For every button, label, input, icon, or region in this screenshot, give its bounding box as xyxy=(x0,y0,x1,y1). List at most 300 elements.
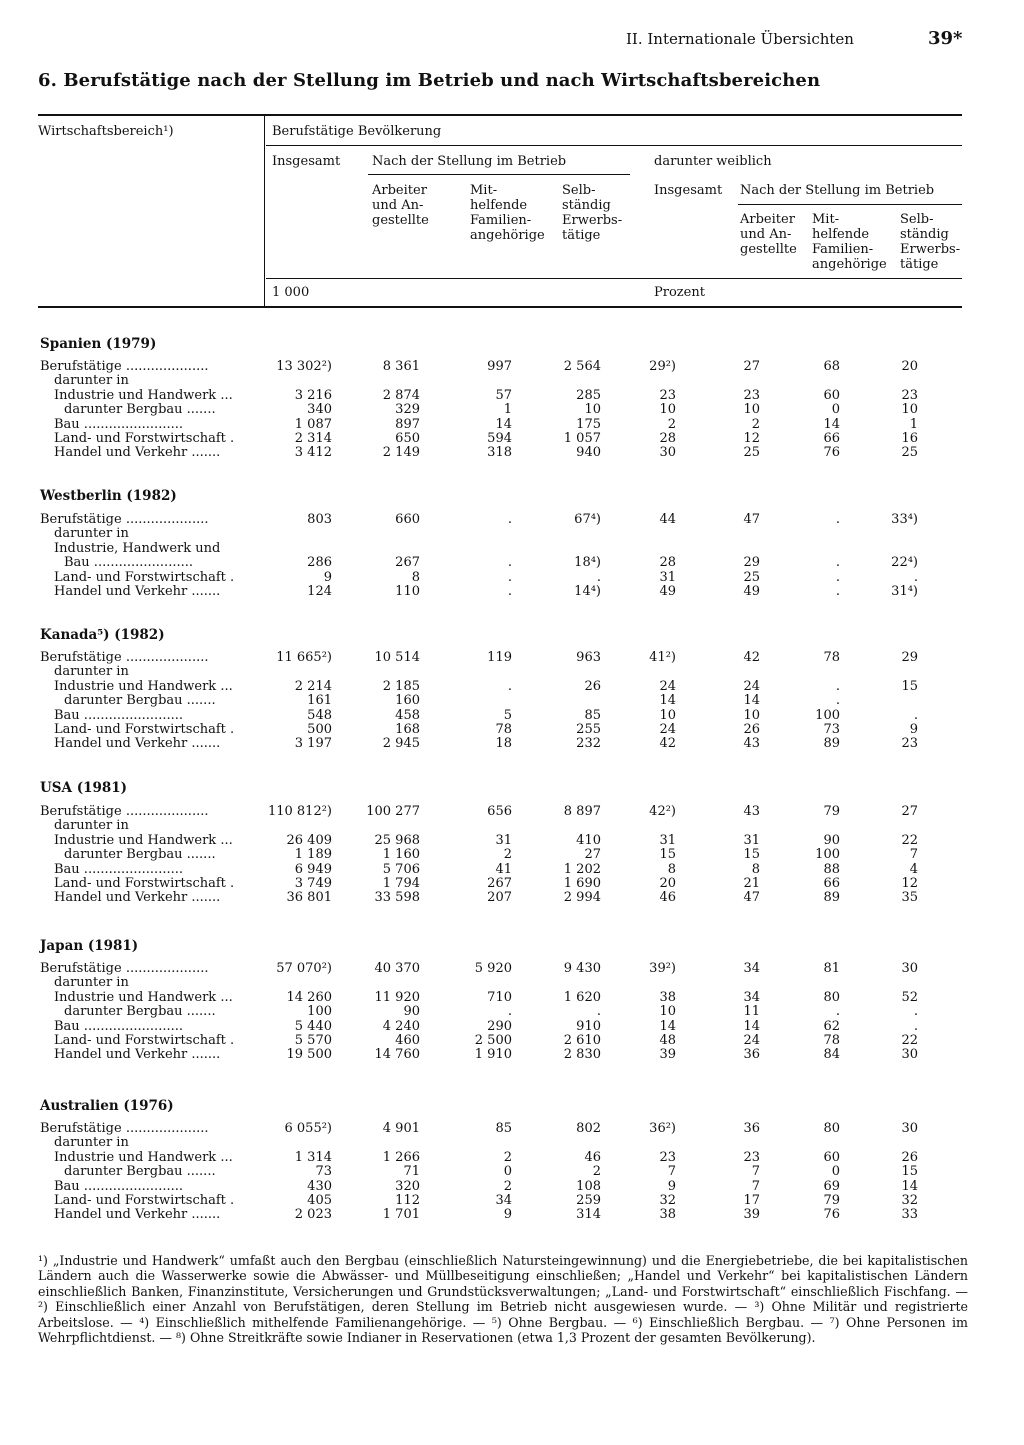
row-label: darunter in xyxy=(54,374,129,389)
row-label: Industrie und Handwerk ... xyxy=(54,679,233,694)
cell-value: 26 xyxy=(584,678,601,694)
cell-value: 62 xyxy=(823,1018,840,1034)
cell-value: 46 xyxy=(659,890,676,906)
cell-value: 7 xyxy=(751,1164,760,1180)
cell-value: 39 xyxy=(743,1207,760,1223)
cell-value: 27 xyxy=(584,847,601,863)
cell-value: 36 801 xyxy=(286,890,332,906)
cell-value: 89 xyxy=(823,890,840,906)
table-row xyxy=(0,863,1024,877)
cell-value: 2 945 xyxy=(382,736,420,752)
cell-value: 28 xyxy=(659,431,676,446)
rule-colhead-bottom xyxy=(266,278,962,279)
cell-value: 36 xyxy=(743,1047,760,1063)
cell-value: 1 690 xyxy=(563,876,601,891)
cell-value: 5 440 xyxy=(294,1018,332,1034)
cell-value: 8 xyxy=(667,861,676,877)
cell-value: 4 xyxy=(909,861,918,877)
cell-value: 0 xyxy=(831,1164,840,1180)
cell-value: 3 197 xyxy=(294,736,332,752)
cell-value: 11 920 xyxy=(374,989,420,1005)
cell-value: 18 xyxy=(495,736,512,752)
row-label: Bau ........................ xyxy=(64,556,193,571)
rule-header-bottom xyxy=(38,306,962,308)
cell-value: 76 xyxy=(823,445,840,461)
cell-value: 5 920 xyxy=(474,961,512,976)
table-row xyxy=(0,834,1024,848)
cell-value: 27 xyxy=(743,359,760,374)
cell-value: 25 xyxy=(743,445,760,461)
cell-value: 80 xyxy=(823,1121,840,1136)
cell-value: 23 xyxy=(659,1149,676,1165)
cell-value: 7 xyxy=(667,1164,676,1180)
cell-value: 80 xyxy=(823,989,840,1005)
cell-value: 78 xyxy=(823,1033,840,1048)
row-label: Handel und Verkehr ....... xyxy=(54,737,221,752)
cell-value: 802 xyxy=(576,1121,601,1136)
table-row xyxy=(0,432,1024,446)
cell-value: 23 xyxy=(901,736,918,752)
cell-value: 4 240 xyxy=(382,1018,420,1034)
table-row xyxy=(0,1034,1024,1048)
row-label: darunter Bergbau ....... xyxy=(64,1005,216,1020)
cell-value: 10 xyxy=(659,402,676,418)
table-row xyxy=(0,991,1024,1005)
cell-value: 7 xyxy=(751,1178,760,1194)
cell-value: 34 xyxy=(743,961,760,976)
cell-value: 660 xyxy=(395,512,420,527)
cell-value: 23 xyxy=(901,387,918,403)
cell-value: 20 xyxy=(901,359,918,374)
cell-value: 42²) xyxy=(649,804,676,819)
table-row xyxy=(0,891,1024,905)
cell-value: 24 xyxy=(743,678,760,694)
cell-value: 430 xyxy=(307,1178,332,1194)
cell-value: 1 266 xyxy=(382,1149,420,1165)
cell-value: 594 xyxy=(487,431,512,446)
cell-value: 2 214 xyxy=(294,678,332,694)
page-number: 39* xyxy=(928,28,963,49)
cell-value: 85 xyxy=(495,1121,512,1136)
cell-value: 32 xyxy=(659,1193,676,1208)
col-female-self: Selb- ständig Erwerbs- tätige xyxy=(900,212,961,272)
col-female-family: Mit- helfende Familien- angehörige xyxy=(812,212,887,272)
cell-value: 2 xyxy=(503,1178,512,1194)
unit-percent: Prozent xyxy=(654,285,705,300)
cell-value: 320 xyxy=(395,1178,420,1194)
row-label: darunter Bergbau ....... xyxy=(64,1165,216,1180)
cell-value: 6 949 xyxy=(294,861,332,877)
cell-value: 14 xyxy=(659,1018,676,1034)
cell-value: . xyxy=(507,584,512,599)
row-label: Bau ........................ xyxy=(54,862,183,877)
row-label: Land- und Forstwirtschaft . xyxy=(54,570,235,585)
cell-value: 5 570 xyxy=(294,1033,332,1048)
row-label: darunter in xyxy=(54,819,129,834)
cell-value: 25 xyxy=(743,569,760,585)
cell-value: 12 xyxy=(743,431,760,446)
cell-value: 1 620 xyxy=(563,989,601,1005)
cell-value: 34 xyxy=(743,989,760,1005)
cell-value: 16 xyxy=(901,431,918,446)
cell-value: 1 202 xyxy=(563,861,601,877)
cell-value: 29 xyxy=(743,555,760,571)
cell-value: 10 xyxy=(659,707,676,723)
cell-value: 100 xyxy=(815,707,840,723)
row-label: Bau ........................ xyxy=(54,1019,183,1034)
cell-value: 66 xyxy=(823,431,840,446)
cell-value: 1 087 xyxy=(294,416,332,432)
cell-value: 60 xyxy=(823,387,840,403)
table-row xyxy=(0,819,1024,833)
cell-value: 2 xyxy=(503,1149,512,1165)
page-header-section: II. Internationale Übersichten xyxy=(626,30,854,48)
row-label: darunter in xyxy=(54,976,129,991)
table-row xyxy=(0,556,1024,570)
section-title: USA (1981) xyxy=(40,780,128,796)
rule-position xyxy=(368,174,630,175)
cell-value: 73 xyxy=(315,1164,332,1180)
row-label: Land- und Forstwirtschaft . xyxy=(54,1034,235,1048)
row-label: Handel und Verkehr ....... xyxy=(54,1048,221,1063)
cell-value: 15 xyxy=(659,847,676,863)
table-row xyxy=(0,1048,1024,1062)
cell-value: 318 xyxy=(487,445,512,461)
cell-value: 340 xyxy=(307,402,332,418)
col-female: darunter weiblich xyxy=(654,154,772,169)
section-title: Spanien (1979) xyxy=(40,336,157,352)
cell-value: 31 xyxy=(659,832,676,848)
cell-value: 255 xyxy=(576,722,601,737)
cell-value: 9 xyxy=(503,1207,512,1223)
cell-value: 650 xyxy=(395,431,420,446)
cell-value: 100 277 xyxy=(366,804,420,819)
row-label: darunter in xyxy=(54,527,129,542)
cell-value: 1 794 xyxy=(382,876,420,891)
row-label: Berufstätige .................... xyxy=(40,962,209,976)
row-label: darunter in xyxy=(54,665,129,680)
cell-value: 39²) xyxy=(649,961,676,976)
cell-value: 3 216 xyxy=(294,387,332,403)
cell-value: 1 701 xyxy=(382,1207,420,1223)
row-label: Berufstätige .................... xyxy=(40,513,209,527)
cell-value: 112 xyxy=(395,1193,420,1208)
cell-value: . xyxy=(507,555,512,571)
cell-value: 90 xyxy=(403,1004,420,1020)
cell-value: 69 xyxy=(823,1178,840,1194)
cell-value: 286 xyxy=(307,555,332,571)
cell-value: 17 xyxy=(743,1193,760,1208)
cell-value: 30 xyxy=(901,1047,918,1063)
table-row xyxy=(0,1136,1024,1150)
cell-value: 548 xyxy=(307,707,332,723)
row-label: Industrie und Handwerk ... xyxy=(54,833,233,848)
row-label: darunter Bergbau ....... xyxy=(64,848,216,863)
cell-value: . xyxy=(507,512,512,527)
cell-value: 15 xyxy=(901,678,918,694)
cell-value: 290 xyxy=(487,1018,512,1034)
table-row xyxy=(0,418,1024,432)
cell-value: 81 xyxy=(823,961,840,976)
cell-value: 10 xyxy=(584,402,601,418)
cell-value: 35 xyxy=(901,890,918,906)
row-label: Land- und Forstwirtschaft . xyxy=(54,877,235,891)
cell-value: 23 xyxy=(743,387,760,403)
table-row xyxy=(0,805,1024,819)
cell-value: 60 xyxy=(823,1149,840,1165)
cell-value: 10 514 xyxy=(374,650,420,665)
cell-value: 267 xyxy=(395,555,420,571)
row-label: Industrie und Handwerk ... xyxy=(54,388,233,403)
cell-value: 33 xyxy=(901,1207,918,1223)
cell-value: 25 968 xyxy=(374,832,420,848)
cell-value: 1 xyxy=(503,402,512,418)
cell-value: 285 xyxy=(576,387,601,403)
cell-value: 2 xyxy=(503,847,512,863)
cell-value: 11 xyxy=(743,1004,760,1020)
cell-value: 124 xyxy=(307,584,332,599)
table-row xyxy=(0,446,1024,460)
cell-value: 14⁴) xyxy=(574,584,601,599)
col-female-workers: Arbeiter und An- gestellte xyxy=(740,212,797,257)
table-row xyxy=(0,360,1024,374)
cell-value: 31⁴) xyxy=(891,584,918,599)
cell-value: 9 xyxy=(667,1178,676,1194)
cell-value: 168 xyxy=(395,722,420,737)
table-row xyxy=(0,680,1024,694)
cell-value: 15 xyxy=(901,1164,918,1180)
cell-value: 12 xyxy=(901,876,918,891)
cell-value: 24 xyxy=(659,678,676,694)
cell-value: 2 500 xyxy=(474,1033,512,1048)
cell-value: 14 xyxy=(901,1178,918,1194)
table-row xyxy=(0,976,1024,990)
table-row xyxy=(0,848,1024,862)
cell-value: 110 xyxy=(395,584,420,599)
table-row xyxy=(0,694,1024,708)
cell-value: 9 430 xyxy=(563,961,601,976)
cell-value: 85 xyxy=(584,707,601,723)
cell-value: 31 xyxy=(659,569,676,585)
cell-value: 47 xyxy=(743,890,760,906)
cell-value: 41 xyxy=(495,861,512,877)
table-row xyxy=(0,962,1024,976)
cell-value: 25 xyxy=(901,445,918,461)
cell-value: . xyxy=(913,569,918,585)
cell-value: 232 xyxy=(576,736,601,752)
table-row xyxy=(0,1151,1024,1165)
cell-value: 897 xyxy=(395,416,420,432)
table-row xyxy=(0,1165,1024,1179)
row-label: darunter Bergbau ....... xyxy=(64,694,216,709)
cell-value: . xyxy=(507,569,512,585)
cell-value: 2 830 xyxy=(563,1047,601,1063)
cell-value: 14 xyxy=(659,693,676,709)
cell-value: 28 xyxy=(659,555,676,571)
table-row xyxy=(0,1194,1024,1208)
cell-value: 71 xyxy=(403,1164,420,1180)
cell-value: 89 xyxy=(823,736,840,752)
rule-top xyxy=(38,114,962,116)
cell-value: 2 564 xyxy=(563,359,601,374)
cell-value: 8 361 xyxy=(382,359,420,374)
cell-value: 0 xyxy=(503,1164,512,1180)
cell-value: 48 xyxy=(659,1033,676,1048)
cell-value: 29²) xyxy=(649,359,676,374)
cell-value: 10 xyxy=(659,1004,676,1020)
cell-value: 10 xyxy=(743,402,760,418)
cell-value: . xyxy=(596,1004,601,1020)
cell-value: 57 xyxy=(495,387,512,403)
cell-value: 26 xyxy=(743,722,760,737)
cell-value: 8 897 xyxy=(563,804,601,819)
table-row xyxy=(0,1005,1024,1019)
cell-value: 314 xyxy=(576,1207,601,1223)
row-label: Industrie und Handwerk ... xyxy=(54,1150,233,1165)
table-row xyxy=(0,709,1024,723)
col-stub-header: Wirtschaftsbereich¹) xyxy=(38,124,174,139)
cell-value: 21 xyxy=(743,876,760,891)
cell-value: 5 706 xyxy=(382,861,420,877)
table-title: 6. Berufstätige nach der Stellung im Betrieb und nach Wirtschaftsbereichen xyxy=(38,70,821,91)
table-row xyxy=(0,542,1024,556)
cell-value: . xyxy=(507,1004,512,1020)
cell-value: 84 xyxy=(823,1047,840,1063)
row-label: darunter Bergbau ....... xyxy=(64,403,216,418)
cell-value: 24 xyxy=(659,722,676,737)
cell-value: 2 023 xyxy=(294,1207,332,1223)
cell-value: 3 412 xyxy=(294,445,332,461)
cell-value: 100 xyxy=(307,1004,332,1020)
col-by-position: Nach der Stellung im Betrieb xyxy=(372,154,567,169)
unit-thousands: 1 000 xyxy=(272,285,310,300)
table-row xyxy=(0,527,1024,541)
col-female-by-position: Nach der Stellung im Betrieb xyxy=(740,183,935,198)
cell-value: 52 xyxy=(901,989,918,1005)
cell-value: 3 749 xyxy=(294,876,332,891)
cell-value: 8 xyxy=(751,861,760,877)
col-workers: Arbeiter und An- gestellte xyxy=(372,183,429,228)
cell-value: 57 070²) xyxy=(276,961,332,976)
cell-value: 33 598 xyxy=(374,890,420,906)
cell-value: . xyxy=(913,1004,918,1020)
row-label: Land- und Forstwirtschaft . xyxy=(54,432,235,446)
cell-value: 997 xyxy=(487,359,512,374)
cell-value: 4 901 xyxy=(382,1121,420,1136)
row-label: darunter in xyxy=(54,1136,129,1151)
cell-value: 46 xyxy=(584,1149,601,1165)
table-row xyxy=(0,877,1024,891)
cell-value: 2 149 xyxy=(382,445,420,461)
cell-value: . xyxy=(835,678,840,694)
cell-value: 2 610 xyxy=(563,1033,601,1048)
cell-value: 1 xyxy=(909,416,918,432)
cell-value: 160 xyxy=(395,693,420,709)
cell-value: . xyxy=(835,569,840,585)
cell-value: 1 314 xyxy=(294,1149,332,1165)
cell-value: 22 xyxy=(901,832,918,848)
cell-value: 1 910 xyxy=(474,1047,512,1063)
cell-value: 30 xyxy=(901,961,918,976)
cell-value: 90 xyxy=(823,832,840,848)
col-family: Mit- helfende Familien- angehörige xyxy=(470,183,545,243)
col-group-total: Berufstätige Bevölkerung xyxy=(272,124,442,139)
cell-value: 14 260 xyxy=(286,989,332,1005)
cell-value: 23 xyxy=(743,1149,760,1165)
cell-value: 14 xyxy=(495,416,512,432)
row-label: Berufstätige .................... xyxy=(40,651,209,665)
cell-value: 29 xyxy=(901,650,918,665)
cell-value: 7 xyxy=(909,847,918,863)
table-row xyxy=(0,571,1024,585)
cell-value: 10 xyxy=(901,402,918,418)
cell-value: 66 xyxy=(823,876,840,891)
cell-value: 20 xyxy=(659,876,676,891)
cell-value: 329 xyxy=(395,402,420,418)
row-label: Handel und Verkehr ....... xyxy=(54,446,221,461)
cell-value: 31 xyxy=(495,832,512,848)
cell-value: 13 302²) xyxy=(276,359,332,374)
cell-value: 119 xyxy=(487,650,512,665)
section-title: Australien (1976) xyxy=(40,1098,174,1114)
cell-value: 31 xyxy=(743,832,760,848)
cell-value: 30 xyxy=(659,445,676,461)
cell-value: 14 xyxy=(823,416,840,432)
cell-value: 1 189 xyxy=(294,847,332,863)
table-row xyxy=(0,737,1024,751)
cell-value: 803 xyxy=(307,512,332,527)
row-label: Berufstätige .................... xyxy=(40,1122,209,1136)
cell-value: 88 xyxy=(823,861,840,877)
footnotes: ¹) „Industrie und Handwerk“ umfaßt auch den Bergbau (einschließlich Natursteingewinnung) und die Energiebetriebe, die bei kapitalistischen Ländern auch die Wasserwerke sowie die Abwässer- und Müllbeseitigung einschließen; „Handel und Verkehr“ bei kapitalistischen Ländern einschließlich Banken, Finanzinstitute, Versicherungen und Grundstücksverwaltungen; „Land- und Forstwirtschaft“ einschließlich Fischfang. — ²) Einschließlich einer Anzahl von Berufstätigen, deren Stellung im Betrieb nicht ausgewiesen wurde. — ³) Ohne Militär und registrierte Arbeitslose. — ⁴) Einschließlich mithelfende Familienangehörige. — ⁵) Ohne Bergbau. — ⁶) Einschließlich Bergbau. — ⁷) Ohne Personen im Wehrpflichtdienst. — ⁸) Ohne Streitkräfte sowie Indianer in Reservationen (etwa 1,3 Prozent der gesamten Bevölkerung). xyxy=(38,1253,968,1346)
row-label: Berufstätige .................... xyxy=(40,805,209,819)
cell-value: . xyxy=(835,693,840,709)
cell-value: 410 xyxy=(576,832,601,848)
cell-value: 405 xyxy=(307,1193,332,1208)
row-label: Industrie, Handwerk und xyxy=(54,541,221,556)
table-row xyxy=(0,403,1024,417)
cell-value: 11 665²) xyxy=(276,650,332,665)
cell-value: 19 500 xyxy=(286,1047,332,1063)
cell-value: 47 xyxy=(743,512,760,527)
cell-value: 1 057 xyxy=(563,431,601,446)
row-label: Handel und Verkehr ....... xyxy=(54,891,221,906)
cell-value: 100 xyxy=(815,847,840,863)
table-row xyxy=(0,585,1024,599)
cell-value: 22⁴) xyxy=(891,555,918,571)
cell-value: 0 xyxy=(831,402,840,418)
cell-value: 267 xyxy=(487,876,512,891)
section-title: Westberlin (1982) xyxy=(40,488,177,504)
cell-value: 5 xyxy=(503,707,512,723)
cell-value: 2 185 xyxy=(382,678,420,694)
row-label: Land- und Forstwirtschaft . xyxy=(54,723,235,737)
cell-value: 26 xyxy=(901,1149,918,1165)
section-title: Japan (1981) xyxy=(40,938,139,954)
cell-value: 108 xyxy=(576,1178,601,1194)
cell-value: 78 xyxy=(823,650,840,665)
cell-value: 940 xyxy=(576,445,601,461)
cell-value: . xyxy=(835,584,840,599)
table-row xyxy=(0,374,1024,388)
cell-value: 42 xyxy=(659,736,676,752)
cell-value: 9 xyxy=(323,569,332,585)
section-title: Kanada⁵) (1982) xyxy=(40,627,165,643)
table-row xyxy=(0,723,1024,737)
cell-value: 79 xyxy=(823,804,840,819)
rule-stub-divider xyxy=(264,116,265,306)
cell-value: 6 055²) xyxy=(284,1121,332,1136)
